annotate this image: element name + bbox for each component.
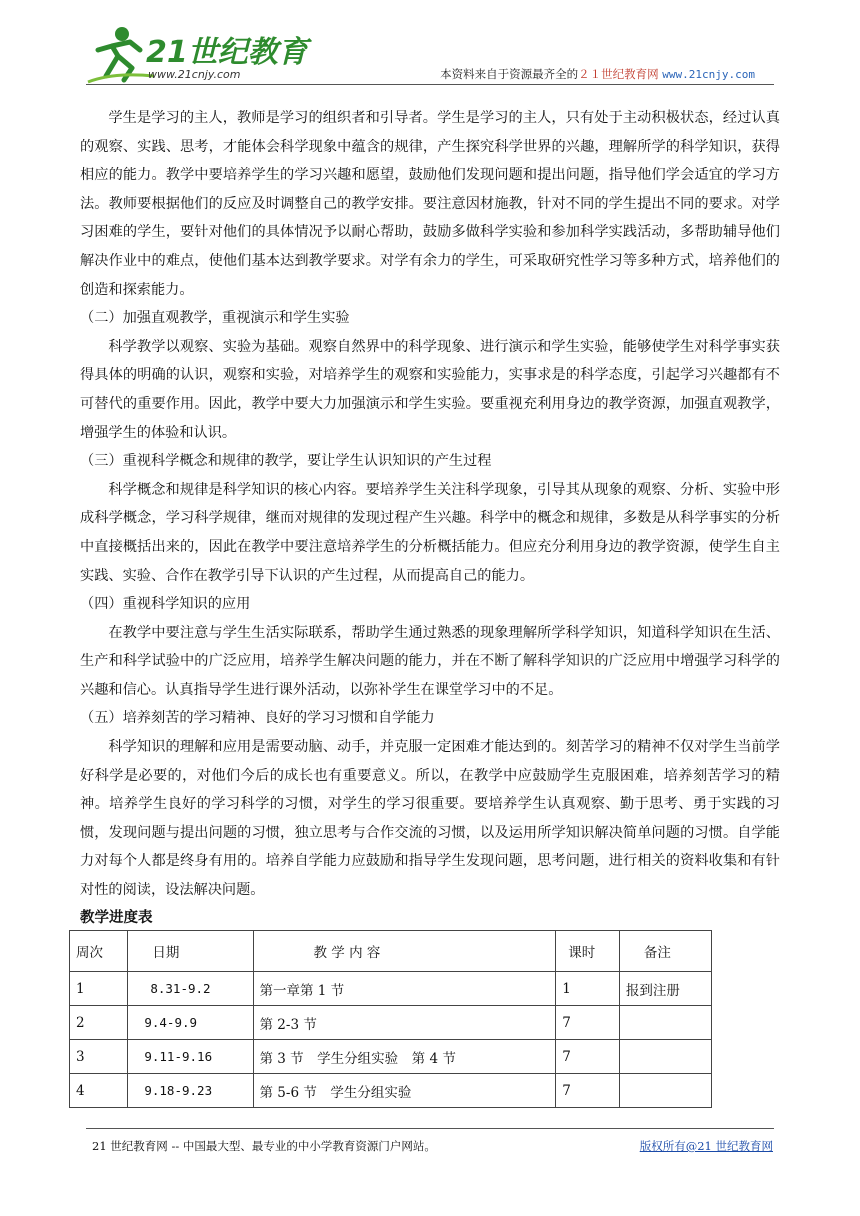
body-text <box>80 104 780 905</box>
schedule-table <box>69 930 712 1108</box>
header-cell-content: 教 学 内 容 <box>253 931 556 972</box>
cell-notes <box>619 1074 711 1108</box>
header-cell-date: 日期 <box>128 931 253 972</box>
table-header-row <box>70 931 712 972</box>
page-header <box>0 0 860 90</box>
runner-icon <box>88 27 154 82</box>
cell-week: 2 <box>70 1006 128 1040</box>
header-cell-notes: 备注 <box>619 931 711 972</box>
logo-url: www.21cnjy.com <box>148 68 241 81</box>
paragraph: 科学知识的理解和应用是需要动脑、动手，并克服一定困难才能达到的。刻苦学习的精神不仅对学生当前学好科学是必要的，对他们今后的成长也有重要意义。所以，在教学中应鼓励学生克服困难，培养刻苦学习的精神。培养学生良好的学习科学的习惯，对学生的学习很重要。要培养学生认真观察、勤于思考、勇于实践的习惯，发现问题与提出问题的习惯，独立思考与合作交流的习惯，以及运用所学知识解决简单问题的习惯。自学能力对每个人都是终身有用的。培养自学能力应鼓励和指导学生发现问题，思考问题，进行相关的资料收集和有针对性的阅读，设法解决问题。 <box>80 739 780 899</box>
cell-content: 第 3 节 学生分组实验 第 4 节 <box>253 1040 556 1074</box>
cell-hours: 1 <box>556 972 620 1006</box>
footer-tagline: 21 世纪教育网 -- 中国最大型、最专业的中小学教育资源门户网站。 <box>92 1139 436 1153</box>
table-row <box>70 1040 712 1074</box>
cell-date: 9.4-9.9 <box>128 1006 253 1040</box>
table-row <box>70 1074 712 1108</box>
paragraph: 学生是学习的主人，教师是学习的组织者和引导者。学生是学习的主人，只有处于主动积极状态，经过认真的观察、实践、思考，才能体会科学现象中蕴含的规律，产生探究科学世界的兴趣，理解所学的科学知识，获得相应的能力。教学中要培养学生的学习兴趣和愿望，鼓励他们发现问题和提出问题，指导他们学会适宜的学习方法。教师要根据他们的反应及时调整自己的教学安排。要注意因材施教，针对不同的学生提出不同的要求。对学习困难的学生，要针对他们的具体情况予以耐心帮助，鼓励多做科学实验和参加科学实践活动，多帮助辅导他们解决作业中的难点，使他们基本达到教学要求。对学有余力的学生，可采取研究性学习等多种方式，培养他们的创造和探索能力。 <box>80 110 780 298</box>
table-row <box>70 1006 712 1040</box>
paragraph: 科学教学以观察、实验为基础。观察自然界中的科学现象、进行演示和学生实验，能够使学生对科学事实获得具体的明确的认识，观察和实验，对培养学生的观察和实验能力，实事求是的科学态度，引起学习兴趣都有不可替代的重要作用。因此，教学中要大力加强演示和学生实验。要重视充利用身边的教学资源，加强直观教学，增强学生的体验和认识。 <box>80 338 780 441</box>
cell-week: 4 <box>70 1074 128 1108</box>
cell-hours: 7 <box>556 1006 620 1040</box>
table-title: 教学进度表 <box>80 910 153 926</box>
table-row <box>70 972 712 1006</box>
header-source-note <box>440 66 755 82</box>
cell-hours: 7 <box>556 1040 620 1074</box>
header-divider <box>86 84 774 85</box>
header-note-site: ２１世纪教育网 <box>578 67 659 81</box>
cell-week: 1 <box>70 972 128 1006</box>
cell-date: 9.11-9.16 <box>128 1040 253 1074</box>
cell-week: 3 <box>70 1040 128 1074</box>
section-heading: （三）重视科学概念和规律的教学，要让学生认识知识的产生过程 <box>80 453 492 470</box>
footer-divider <box>86 1128 774 1129</box>
footer-copyright-link[interactable]: 版权所有@21 世纪教育网 <box>639 1139 773 1153</box>
cell-content: 第 2-3 节 <box>253 1006 556 1040</box>
header-cell-week: 周次 <box>70 931 128 972</box>
cell-date: 9.18-9.23 <box>128 1074 253 1108</box>
cell-notes: 报到注册 <box>619 972 711 1006</box>
cell-content: 第一章第 1 节 <box>253 972 556 1006</box>
section-heading: （四）重视科学知识的应用 <box>80 596 251 613</box>
site-logo <box>84 24 308 86</box>
header-url-link[interactable]: www.21cnjy.com <box>662 68 755 81</box>
cell-notes <box>619 1040 711 1074</box>
paragraph: 在教学中要注意与学生生活实际联系，帮助学生通过熟悉的现象理解所学科学知识，知道科学知识在生活、生产和科学试验中的广泛应用，培养学生解决问题的能力，并在不断了解科学知识的广泛应用中增强学习科学的兴趣和信心。认真指导学生进行课外活动，以弥补学生在课堂学习中的不足。 <box>80 624 780 698</box>
paragraph: 科学概念和规律是科学知识的核心内容。要培养学生关注科学现象，引导其从现象的观察、分析、实验中形成科学概念，学习科学规律，继而对规律的发现过程产生兴趣。科学中的概念和规律，多数是从科学事实的分析中直接概括出来的，因此在教学中要注意培养学生的分析概括能力。但应充分利用身边的教学资源，使学生自主实践、实验、合作在教学引导下认识的产生过程，从而提高自己的能力。 <box>80 481 780 584</box>
logo-text: 21世纪教育 <box>146 35 308 70</box>
section-heading: （五）培养刻苦的学习精神、良好的学习习惯和自学能力 <box>80 710 435 727</box>
cell-date: 8.31-9.2 <box>128 972 253 1006</box>
section-heading: （二）加强直观教学，重视演示和学生实验 <box>80 310 350 327</box>
header-cell-hours: 课时 <box>556 931 620 972</box>
cell-hours: 7 <box>556 1074 620 1108</box>
header-note-prefix: 本资料来自于资源最齐全的 <box>440 67 579 81</box>
cell-notes <box>619 1006 711 1040</box>
cell-content: 第 5-6 节 学生分组实验 <box>253 1074 556 1108</box>
